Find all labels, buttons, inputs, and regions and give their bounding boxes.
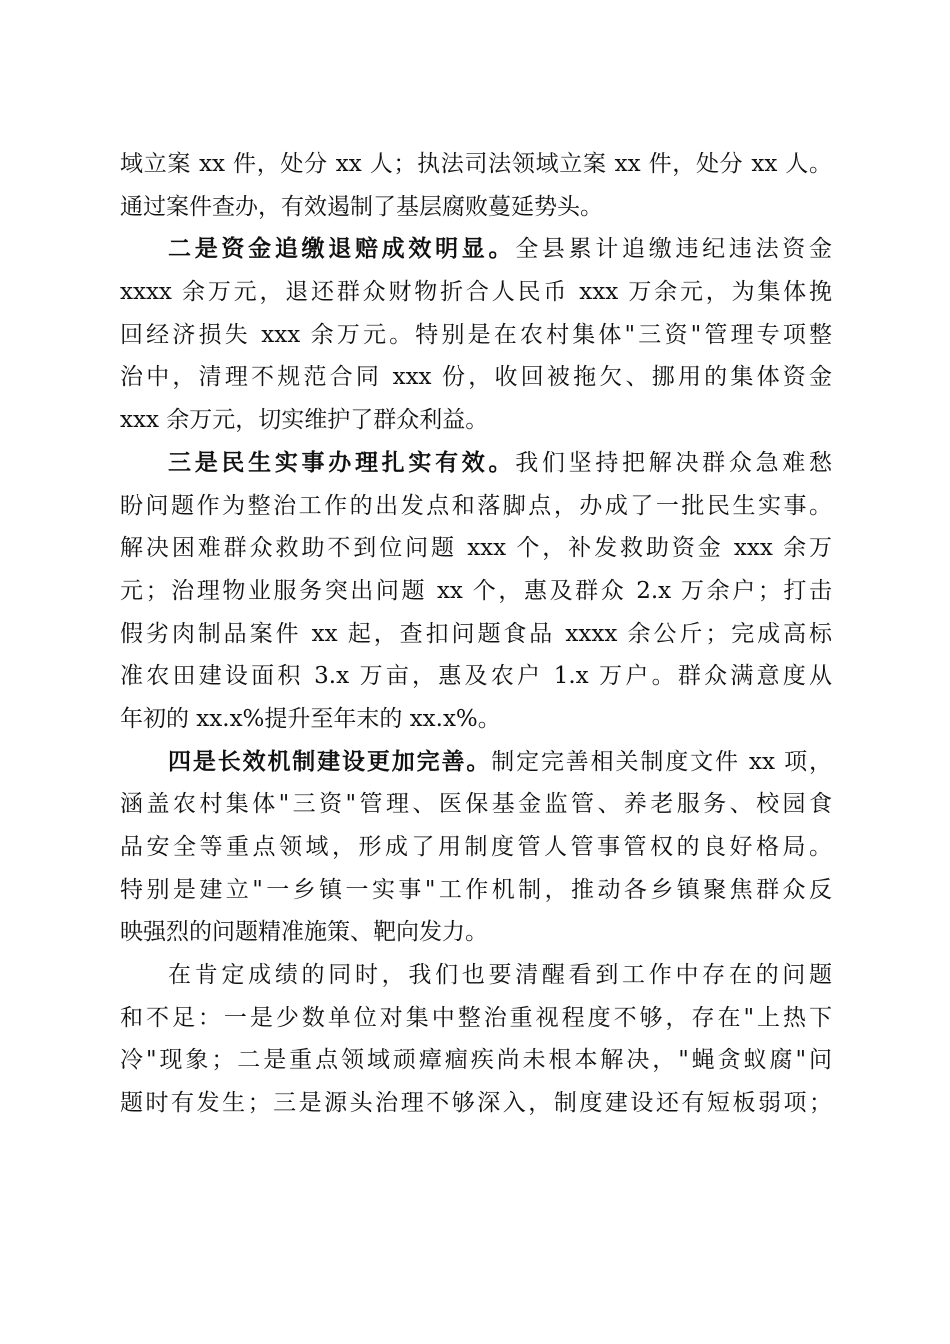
text-line: 解决困难群众救助不到位问题 xxx 个，补发救助资金 xxx 余万: [120, 535, 832, 562]
text-line: 通过案件查办，有效遏制了基层腐败蔓延势头。: [120, 193, 603, 220]
text-span: 制定完善相关制度文件 xx 项，: [491, 748, 832, 775]
text-line: 涵盖农村集体"三资"管理、医保基金监管、养老服务、校园食: [120, 791, 832, 818]
text-line: 年初的 xx.x%提升至年末的 xx.x%。: [120, 705, 501, 732]
text-line: 域立案 xx 件，处分 xx 人；执法司法领域立案 xx 件，处分 xx 人。: [120, 151, 832, 177]
paragraph-heading: 四是长效机制建设更加完善。: [168, 747, 492, 775]
text-line: 回经济损失 xxx 余万元。特别是在农村集体"三资"管理专项整: [120, 321, 832, 348]
paragraph-case-results: [120, 143, 832, 228]
text-line: 盼问题作为整治工作的出发点和落脚点，办成了一批民生实事。: [120, 492, 832, 519]
paragraph-long-term-mechanism: [120, 741, 832, 954]
text-line: 题时有发生；三是源头治理不够深入，制度建设还有短板弱项；: [120, 1090, 832, 1117]
paragraph-problems: [120, 954, 832, 1125]
text-line: 品安全等重点领域，形成了用制度管人管事管权的良好格局。: [120, 834, 832, 860]
text-line: xxx 余万元，切实维护了群众利益。: [120, 407, 489, 434]
text-line: [120, 741, 832, 784]
text-line: 特别是建立"一乡镇一实事"工作机制，推动各乡镇聚焦群众反: [120, 876, 832, 903]
paragraph-fund-recovery: [120, 228, 832, 441]
text-line: 治中，清理不规范合同 xxx 份，收回被拖欠、挪用的集体资金: [120, 364, 832, 391]
text-line: 准农田建设面积 3.x 万亩，惠及农户 1.x 万户。群众满意度从: [120, 663, 832, 690]
text-line: 映强烈的问题精准施策、靶向发力。: [120, 919, 488, 946]
text-line: 在肯定成绩的同时，我们也要清醒看到工作中存在的问题: [168, 962, 832, 989]
text-line: 冷"现象；二是重点领域顽瘴痼疾尚未根本解决，"蝇贪蚁腐"问: [120, 1047, 832, 1074]
text-span: 全县累计追缴违纪违法资金: [515, 236, 833, 263]
document-page: [120, 143, 832, 1125]
text-line: xxxx 余万元，退还群众财物折合人民币 xxx 万余元，为集体挽: [120, 279, 832, 306]
text-line: [120, 442, 832, 485]
paragraph-heading: 二是资金追缴退赔成效明显。: [168, 235, 516, 263]
text-line: [120, 228, 832, 271]
text-line: 和不足：一是少数单位对集中整治重视程度不够，存在"上热下: [120, 1004, 832, 1031]
paragraph-heading: 三是民生实事办理扎实有效。: [168, 448, 516, 476]
text-line: 元；治理物业服务突出问题 xx 个，惠及群众 2.x 万余户；打击: [120, 577, 832, 604]
text-line: 假劣肉制品案件 xx 起，查扣问题食品 xxxx 余公斤；完成高标: [120, 620, 832, 647]
text-span: 我们坚持把解决群众急难愁: [515, 449, 833, 476]
paragraph-livelihood-affairs: [120, 442, 832, 741]
